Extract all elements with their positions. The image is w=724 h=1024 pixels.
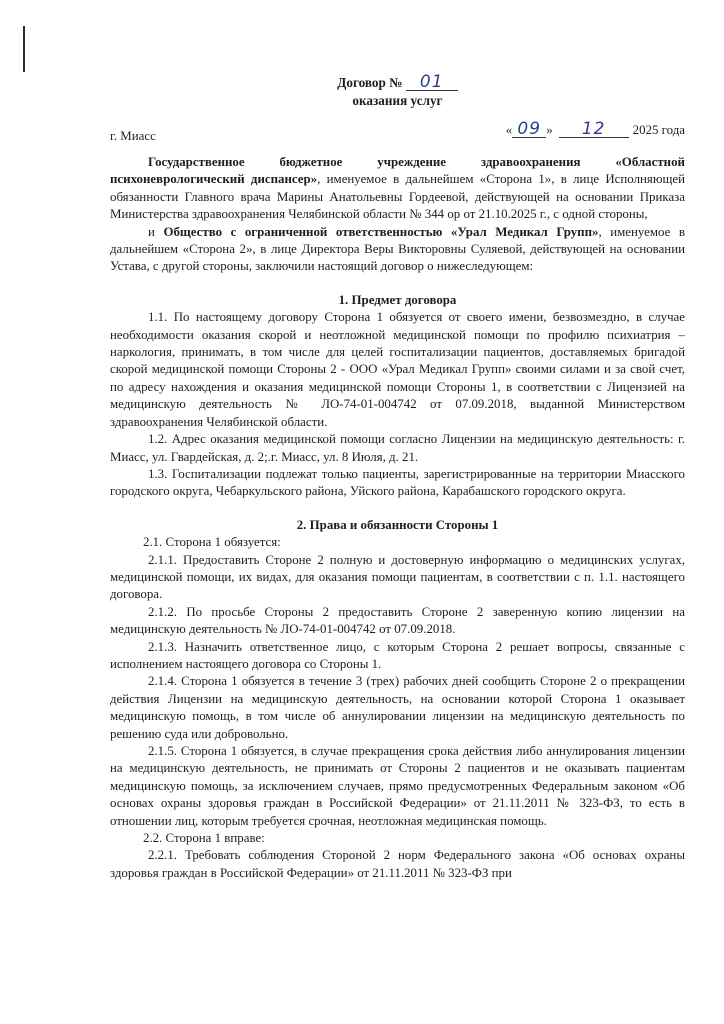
clause-2-1-2: 2.1.2. По просьбе Стороны 2 предоставить Стороне 2 заверенную копию лицензии на медицинскую деятельность № ЛО-74-01-004742 от 07.09.2018.	[110, 604, 685, 637]
clause-2-1-3: 2.1.3. Назначить ответственное лицо, с которым Сторона 2 решает вопросы, связанные с исполнением настоящего договора со Стороны 1.	[110, 639, 685, 671]
clause-1-1: 1.1. По настоящему договору Сторона 1 обязуется от своего имени, безвозмездно, в случае необходимости оказания скорой и неотложной медицинской помощи по профилю психиатрия – наркология, принимать, в том числе для целей госпитализации пациентов, доставляемых бригадой скорой медицинской помощи Стороны 2 - ООО «Урал Медикал Групп» своими силами и за свой счет, по адресу нахождения и оказания медицинской помощи Стороны 1, в соответствии с Лицензией на медицинскую деятельность № ЛО-74-01-004742 от 07.09.2018, выданной Министерством здравоохранения Челябинской области.	[110, 310, 685, 429]
party2-paragraph	[110, 224, 685, 276]
document-page	[110, 74, 685, 882]
party1-text: , именуемое в дальнейшем «Сторона 1», в лице Исполняющей обязанности Главного врача Марины Анатольевны Гордеевой, действующей на основании Приказа Министерства здравоохранения Челябинской области № 344 ор от 21.10.2025 г., с одной стороны,	[110, 172, 686, 222]
date-month: 12	[581, 119, 606, 139]
title-prefix: Договор №	[337, 75, 403, 90]
clause-2-2: 2.2. Сторона 1 вправе:	[143, 831, 265, 846]
contract-number-field	[406, 72, 458, 92]
party1-name: Государственное бюджетное учреждение здравоохранения «Областной психоневрологический диспансер»	[110, 155, 685, 187]
party2-name: Общество с ограниченной ответственностью «Урал Медикал Групп»	[163, 224, 599, 239]
party2-conj: и	[148, 224, 164, 239]
contract-subtitle: оказания услуг	[352, 93, 443, 108]
contract-number: 01	[419, 72, 444, 92]
clause-2-1-4: 2.1.4. Сторона 1 обязуется в течение 3 (трех) рабочих дней сообщить Стороне 2 о прекращении действия Лицензии на медицинскую деятельность, на основании которой Сторона 1 оказывает медицинскую помощь, в том числе об аннулировании лицензии на медицинскую деятельность по решению суда или добровольно.	[110, 674, 685, 741]
clause-2-2-1: 2.2.1. Требовать соблюдения Стороной 2 норм Федерального закона «Об основах охраны здоровья граждан в Российской Федерации» от 21.11.2011 № 323-ФЗ при	[110, 848, 685, 880]
clause-2-1: 2.1. Сторона 1 обязуется:	[143, 535, 281, 550]
clause-2-1-1: 2.1.1. Предоставить Стороне 2 полную и достоверную информацию о медицинских услугах, медицинской помощи, их видах, для оказания помощи пациентам, в соответствии с п. 1.1. настоящего договора.	[110, 552, 685, 602]
clause-2-1-5: 2.1.5. Сторона 1 обязуется, в случае прекращения срока действия либо аннулирования лицензии на медицинскую деятельность, не принимать от Стороны 2 пациентов и не оказывать пациентам медицинскую помощь, за исключением случаев, прямо предусмотренных Федеральным законом «Об основах охраны здоровья граждан в Российской Федерации» от 21.11.2011 № 323-ФЗ, то есть в отношении лиц, которым требуется срочная, неотложная медицинская помощь.	[110, 744, 685, 828]
party2-text: , именуемое в дальнейшем «Сторона 2», в лице Директора Веры Викторовны Суляевой, действующей на основании Устава, с другой стороны, заключили настоящий договор о нижеследующем:	[110, 224, 685, 274]
scan-edge-mark	[23, 26, 25, 72]
date-year: 2025 года	[632, 123, 685, 137]
section2-title: 2. Права и обязанности Стороны 1	[296, 517, 499, 532]
contract-date: « 09 » 12 2025 года	[505, 119, 685, 139]
city: г. Миасс	[110, 129, 156, 143]
contract-title	[110, 74, 685, 92]
place-date-line	[110, 119, 685, 144]
party1-paragraph	[110, 154, 685, 224]
section1-title: 1. Предмет договора	[338, 292, 457, 307]
date-day-field	[512, 119, 546, 139]
clause-1-3: 1.3. Госпитализации подлежат только пациенты, зарегистрированные на территории Миасского городского округа, Чебаркульского района, Уйского района, Карабашского городского округа.	[110, 466, 685, 499]
date-day: 09	[517, 119, 542, 139]
date-month-field	[559, 119, 629, 139]
clause-1-2: 1.2. Адрес оказания медицинской помощи согласно Лицензии на медицинскую деятельность: г. Миасс, ул. Гвардейская, д. 2;.г. Миасс, ул. 8 Июля, д. 21.	[110, 432, 685, 464]
